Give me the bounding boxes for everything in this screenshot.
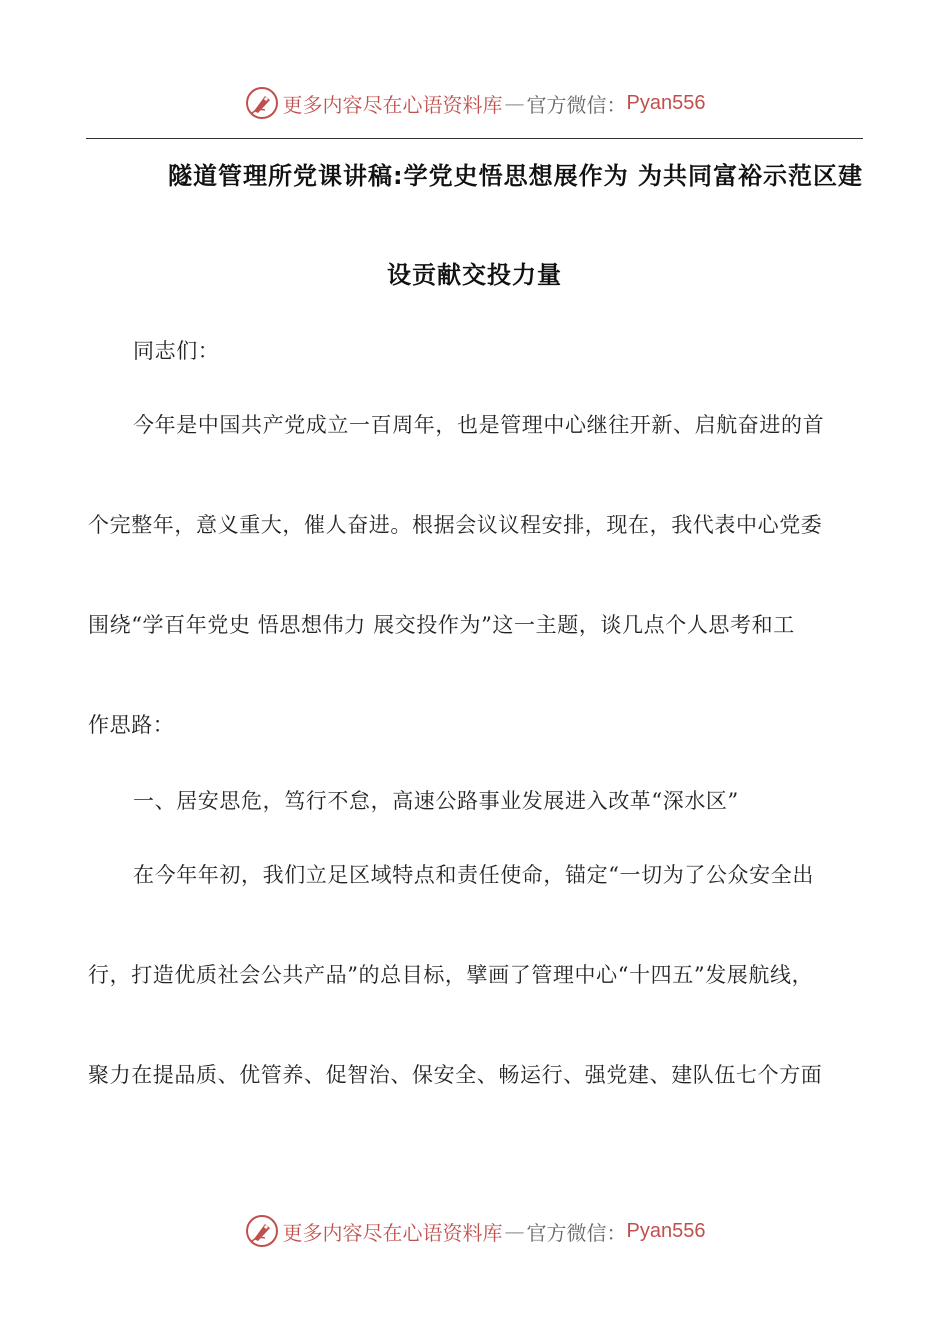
salutation: 同志们：	[133, 339, 220, 363]
header-watermark-banner	[0, 83, 950, 123]
document-title-line-1: 隧道管理所党课讲稿:学党史悟思想展作为 为共同富裕示范区建	[168, 162, 863, 190]
body-line: 个完整年，意义重大，催人奋进。根据会议议程安排，现在，我代表中心党委	[88, 513, 823, 537]
pen-nib-logo-icon	[245, 86, 279, 120]
banner-wechat-label: 官方微信：	[526, 1220, 627, 1245]
body-line: 聚力在提品质、优管养、促智治、保安全、畅运行、强党建、建队伍七个方面	[88, 1063, 823, 1087]
body-line: 今年是中国共产党成立一百周年，也是管理中心继往开新、启航奋进的首	[133, 413, 825, 437]
banner-wechat-id: Pyan556	[626, 1219, 706, 1242]
banner-brand-text: 更多内容尽在心语资料库	[282, 92, 503, 117]
header-divider	[86, 138, 863, 139]
body-line: 行，打造优质社会公共产品”的总目标，擘画了管理中心“十四五”发展航线，	[88, 963, 814, 987]
banner-brand-text: 更多内容尽在心语资料库	[282, 1220, 503, 1245]
body-line: 作思路：	[88, 713, 175, 737]
section-heading: 一、居安思危，笃行不怠，高速公路事业发展进入改革“深水区”	[133, 789, 739, 813]
banner-wechat-id: Pyan556	[626, 91, 706, 114]
footer-watermark-banner	[0, 1211, 950, 1251]
banner-wechat-label: 官方微信：	[526, 92, 627, 117]
document-title-line-2: 设贡献交投力量	[387, 261, 562, 289]
body-line: 围绕“学百年党史 悟思想伟力 展交投作为”这一主题，谈几点个人思考和工	[88, 613, 795, 637]
pen-nib-logo-icon	[245, 1214, 279, 1248]
body-line: 在今年年初，我们立足区域特点和责任使命，锚定“一切为了公众安全出	[133, 863, 814, 887]
banner-separator: —	[504, 1219, 525, 1243]
banner-separator: —	[504, 91, 525, 115]
